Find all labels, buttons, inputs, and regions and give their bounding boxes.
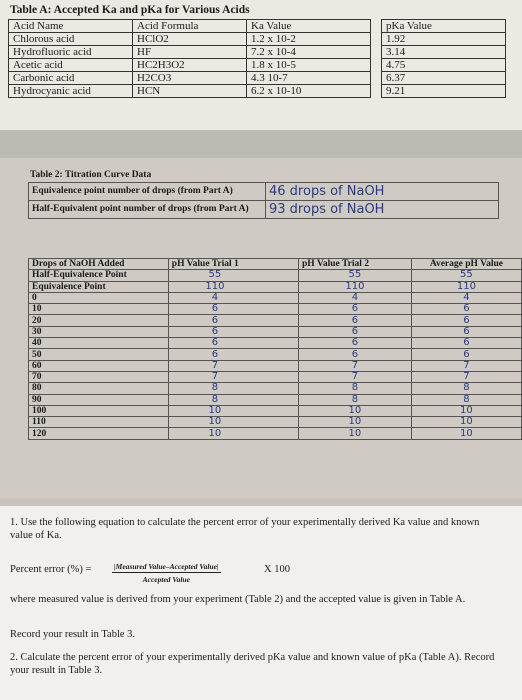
table-row bbox=[9, 33, 506, 46]
table-header-row bbox=[9, 20, 506, 33]
drops-cell: 30 bbox=[29, 326, 169, 337]
column-header: pH Value Trial 1 bbox=[168, 259, 298, 270]
ph-value-cell: 6 bbox=[411, 338, 521, 349]
table-row bbox=[9, 72, 506, 85]
formula-fraction bbox=[112, 562, 221, 584]
table-row bbox=[29, 270, 522, 281]
table-cell: 4.3 10-7 bbox=[247, 72, 371, 85]
drops-cell: 20 bbox=[29, 315, 169, 326]
ph-value-cell: 8 bbox=[299, 394, 412, 405]
ph-value-cell: 7 bbox=[299, 371, 412, 382]
table-cell: HC2H3O2 bbox=[133, 59, 247, 72]
ph-value-cell: 10 bbox=[299, 417, 412, 428]
table-row bbox=[9, 85, 506, 98]
column-header: pH Value Trial 2 bbox=[299, 259, 412, 270]
titration-rows bbox=[29, 270, 522, 439]
drops-cell: 80 bbox=[29, 383, 169, 394]
table-row bbox=[29, 405, 522, 416]
table-row bbox=[29, 371, 522, 382]
ph-value-cell: 7 bbox=[299, 360, 412, 371]
table-cell: 9.21 bbox=[382, 85, 506, 98]
where-text: where measured value is derived from your experiment (Table 2) and the accepted value is given in Table A. bbox=[10, 594, 466, 605]
table-cell: 1.8 x 10-5 bbox=[247, 59, 371, 72]
table-cell: Carbonic acid bbox=[9, 72, 133, 85]
ph-value-cell: 6 bbox=[168, 304, 298, 315]
table-row bbox=[29, 183, 499, 201]
table-header-row bbox=[29, 259, 522, 270]
ph-value-cell: 110 bbox=[411, 281, 521, 292]
ph-value-cell: 6 bbox=[299, 315, 412, 326]
table-2-title: Table 2: Titration Curve Data bbox=[30, 170, 152, 180]
formula-prefix: Percent error (%) = bbox=[10, 564, 92, 575]
table-row bbox=[29, 292, 522, 303]
ph-value-cell: 55 bbox=[299, 270, 412, 281]
formula-numerator: |Measured Value–Accepted Value| bbox=[114, 562, 219, 571]
ph-value-cell: 6 bbox=[168, 315, 298, 326]
table-row bbox=[29, 417, 522, 428]
spacer bbox=[371, 20, 382, 33]
column-header: Drops of NaOH Added bbox=[29, 259, 169, 270]
table-cell: Hydrofluoric acid bbox=[9, 46, 133, 59]
ph-value-cell: 110 bbox=[168, 281, 298, 292]
table-row bbox=[29, 201, 499, 219]
ph-value-cell: 55 bbox=[411, 270, 521, 281]
ph-value-cell: 110 bbox=[299, 281, 412, 292]
table-cell: H2CO3 bbox=[133, 72, 247, 85]
ph-value-cell: 8 bbox=[411, 383, 521, 394]
equivalence-label: Half-Equivalent point number of drops (from Part A) bbox=[29, 201, 266, 219]
ph-value-cell: 8 bbox=[411, 394, 521, 405]
table-cell: HCN bbox=[133, 85, 247, 98]
record-text: Record your result in Table 3. bbox=[10, 629, 136, 640]
ph-value-cell: 6 bbox=[411, 315, 521, 326]
table-row bbox=[29, 383, 522, 394]
table-cell: HClO2 bbox=[133, 33, 247, 46]
ph-value-cell: 10 bbox=[299, 428, 412, 439]
ph-value-cell: 8 bbox=[168, 394, 298, 405]
ph-value-cell: 4 bbox=[168, 292, 298, 303]
table-row bbox=[29, 315, 522, 326]
table-cell: HF bbox=[133, 46, 247, 59]
table-cell: Hydrocyanic acid bbox=[9, 85, 133, 98]
ph-value-cell: 10 bbox=[411, 405, 521, 416]
table-row bbox=[29, 304, 522, 315]
ph-value-cell: 6 bbox=[299, 338, 412, 349]
table-row bbox=[9, 59, 506, 72]
handwritten-answer: 93 drops of NaOH bbox=[266, 201, 499, 219]
formula-suffix: X 100 bbox=[264, 564, 290, 575]
ph-value-cell: 4 bbox=[411, 292, 521, 303]
ph-value-cell: 10 bbox=[168, 428, 298, 439]
column-header: Acid Formula bbox=[133, 20, 247, 33]
divider bbox=[0, 498, 522, 506]
table-row bbox=[29, 394, 522, 405]
spacer bbox=[371, 85, 382, 98]
column-header: Acid Name bbox=[9, 20, 133, 33]
table-a bbox=[8, 19, 506, 98]
divider bbox=[0, 130, 522, 158]
table-row bbox=[29, 360, 522, 371]
drops-cell: Equivalence Point bbox=[29, 281, 169, 292]
drops-cell: 70 bbox=[29, 371, 169, 382]
drops-cell: 40 bbox=[29, 338, 169, 349]
ph-value-cell: 6 bbox=[299, 349, 412, 360]
ph-value-cell: 6 bbox=[411, 349, 521, 360]
table-a-title: Table A: Accepted Ka and pKa for Various Acids bbox=[10, 4, 250, 16]
table-cell: Chlorous acid bbox=[9, 33, 133, 46]
ph-value-cell: 10 bbox=[168, 417, 298, 428]
titration-data-table bbox=[28, 258, 522, 440]
table-row bbox=[29, 338, 522, 349]
ph-value-cell: 8 bbox=[168, 383, 298, 394]
ph-value-cell: 10 bbox=[411, 417, 521, 428]
equivalence-table bbox=[28, 182, 499, 219]
ph-value-cell: 4 bbox=[299, 292, 412, 303]
table-row bbox=[29, 281, 522, 292]
drops-cell: 90 bbox=[29, 394, 169, 405]
table-cell: 6.2 x 10-10 bbox=[247, 85, 371, 98]
table-cell: 1.2 x 10-2 bbox=[247, 33, 371, 46]
question-1: 1. Use the following equation to calculate the percent error of your experimentally derived Ka value and known value of Ka. bbox=[10, 517, 480, 541]
table-cell: 6.37 bbox=[382, 72, 506, 85]
ph-value-cell: 6 bbox=[168, 338, 298, 349]
spacer bbox=[371, 59, 382, 72]
ph-value-cell: 7 bbox=[411, 371, 521, 382]
ph-value-cell: 6 bbox=[411, 326, 521, 337]
table-cell: 1.92 bbox=[382, 33, 506, 46]
table-row bbox=[29, 326, 522, 337]
table-cell: 3.14 bbox=[382, 46, 506, 59]
spacer bbox=[371, 33, 382, 46]
ph-value-cell: 6 bbox=[168, 326, 298, 337]
drops-cell: 50 bbox=[29, 349, 169, 360]
table-row bbox=[9, 46, 506, 59]
ph-value-cell: 6 bbox=[299, 326, 412, 337]
spacer bbox=[371, 72, 382, 85]
ph-value-cell: 10 bbox=[299, 405, 412, 416]
ph-value-cell: 10 bbox=[168, 405, 298, 416]
drops-cell: 60 bbox=[29, 360, 169, 371]
handwritten-answer: 46 drops of NaOH bbox=[266, 183, 499, 201]
column-header: Ka Value bbox=[247, 20, 371, 33]
drops-cell: 120 bbox=[29, 428, 169, 439]
ph-value-cell: 8 bbox=[299, 383, 412, 394]
table-cell: 7.2 x 10-4 bbox=[247, 46, 371, 59]
drops-cell: 100 bbox=[29, 405, 169, 416]
ph-value-cell: 6 bbox=[411, 304, 521, 315]
ph-value-cell: 7 bbox=[411, 360, 521, 371]
ph-value-cell: 7 bbox=[168, 360, 298, 371]
ph-value-cell: 10 bbox=[411, 428, 521, 439]
table-cell: 4.75 bbox=[382, 59, 506, 72]
drops-cell: 0 bbox=[29, 292, 169, 303]
table-cell: Acetic acid bbox=[9, 59, 133, 72]
formula-denominator: Accepted Value bbox=[142, 575, 190, 584]
ph-value-cell: 6 bbox=[299, 304, 412, 315]
spacer bbox=[371, 46, 382, 59]
column-header: pKa Value bbox=[382, 20, 506, 33]
ph-value-cell: 6 bbox=[168, 349, 298, 360]
drops-cell: Half-Equivalence Point bbox=[29, 270, 169, 281]
ph-value-cell: 55 bbox=[168, 270, 298, 281]
drops-cell: 110 bbox=[29, 417, 169, 428]
table-row bbox=[29, 349, 522, 360]
ph-value-cell: 7 bbox=[168, 371, 298, 382]
question-2: 2. Calculate the percent error of your experimentally derived pKa value and known value of pKa (Table A). Record your result in Table 3. bbox=[10, 652, 495, 676]
column-header: Average pH Value bbox=[411, 259, 521, 270]
drops-cell: 10 bbox=[29, 304, 169, 315]
equivalence-label: Equivalence point number of drops (from Part A) bbox=[29, 183, 266, 201]
table-row bbox=[29, 428, 522, 439]
